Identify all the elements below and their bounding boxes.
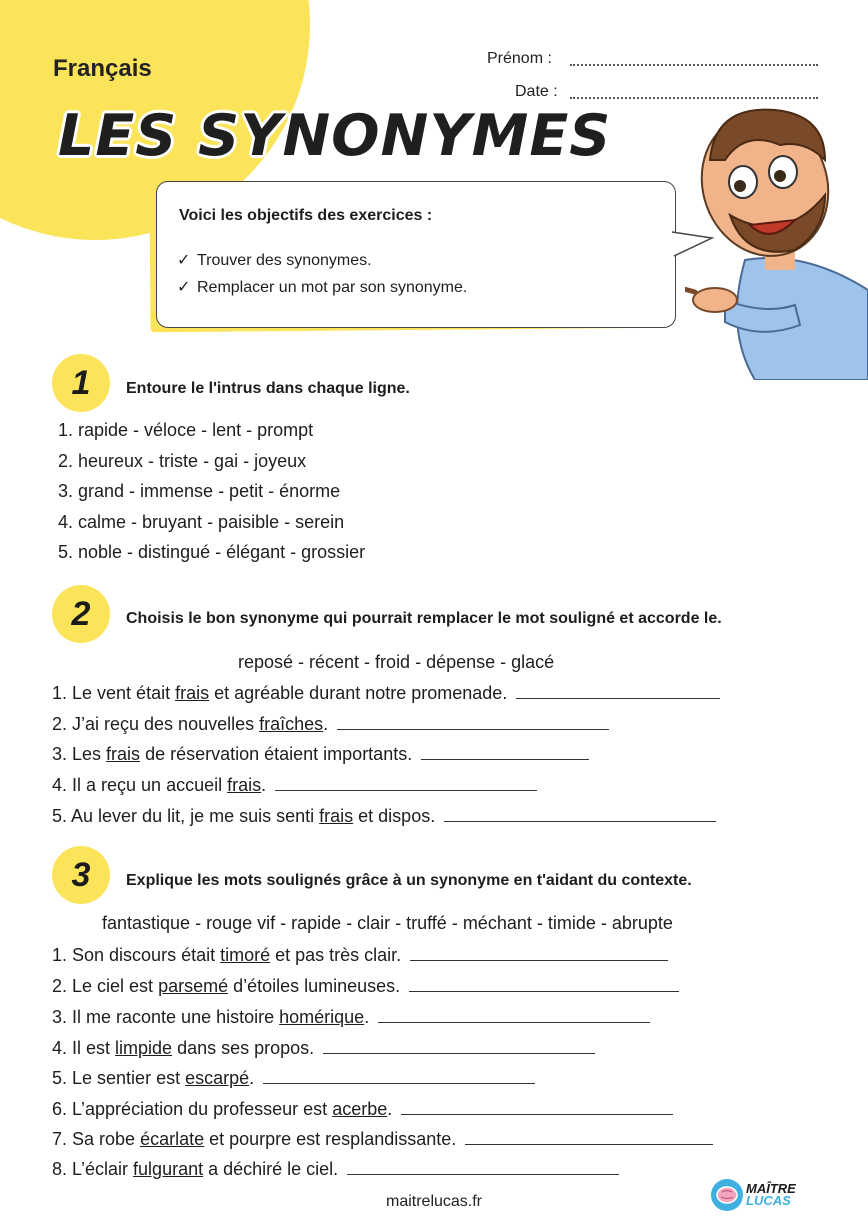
exercise-1-line[interactable]: 2. heureux - triste - gai - joyeux	[58, 451, 307, 471]
answer-blank[interactable]	[347, 1158, 619, 1175]
objective-item: ✓ Remplacer un mot par son synonyme.	[177, 279, 468, 296]
brain-logo-icon	[710, 1178, 744, 1212]
objectives-box	[156, 181, 676, 328]
answer-blank[interactable]	[401, 1098, 673, 1115]
exercise-2-word-bank: reposé - récent - froid - dépense - glacé	[238, 652, 555, 672]
exercise-3-line: 3. Il me raconte une histoire homérique.	[52, 1006, 650, 1028]
exercise-3-line: 4. Il est limpide dans ses propos.	[52, 1037, 595, 1059]
exercise-1-line[interactable]: 3. grand - immense - petit - énorme	[58, 481, 341, 501]
exercise-2-line: 3. Les frais de réservation étaient importants.	[52, 743, 589, 765]
teacher-illustration-icon	[685, 100, 868, 380]
subject-label: Français	[53, 55, 152, 82]
exercise-1-line[interactable]: 5. noble - distingué - élégant - grossier	[58, 542, 366, 562]
exercise-2-line: 2. J’ai reçu des nouvelles fraîches.	[52, 713, 609, 735]
answer-blank[interactable]	[516, 682, 720, 699]
exercise-3-line: 1. Son discours était timoré et pas très clair.	[52, 944, 668, 966]
checkmark-icon: ✓	[177, 279, 191, 296]
exercise-3-line: 8. L’éclair fulgurant a déchiré le ciel.	[52, 1158, 619, 1180]
date-label: Date :	[515, 83, 558, 100]
exercise-1-instruction: Entoure le l'intrus dans chaque ligne.	[126, 380, 410, 397]
exercise-2-line: 4. Il a reçu un accueil frais.	[52, 774, 537, 796]
exercise-2-line: 1. Le vent était frais et agréable durant notre promenade.	[52, 682, 720, 704]
answer-blank[interactable]	[378, 1006, 650, 1023]
exercise-3-word-bank: fantastique - rouge vif - rapide - clair - truffé - méchant - timide - abrupte	[102, 913, 673, 933]
exercise-3-line: 5. Le sentier est escarpé.	[52, 1067, 535, 1089]
answer-blank[interactable]	[275, 774, 537, 791]
website-footer: maitrelucas.fr	[385, 1193, 483, 1210]
exercise-1-line[interactable]: 4. calme - bruyant - paisible - serein	[58, 512, 345, 532]
exercise-3-line: 7. Sa robe écarlate et pourpre est resplandissante.	[52, 1128, 713, 1150]
answer-blank[interactable]	[263, 1067, 535, 1084]
answer-blank[interactable]	[421, 743, 589, 760]
page-title: LES SYNONYMES	[58, 103, 612, 169]
exercise-1-line[interactable]: 1. rapide - véloce - lent - prompt	[58, 420, 314, 440]
objective-item: ✓ Trouver des synonymes.	[177, 252, 372, 269]
exercise-2-line: 5. Au lever du lit, je me suis senti frais et dispos.	[52, 805, 716, 827]
prenom-label: Prénom :	[487, 50, 552, 67]
answer-blank[interactable]	[410, 944, 668, 961]
exercise-2-number: 2	[52, 585, 110, 643]
answer-blank[interactable]	[323, 1037, 595, 1054]
brand-logo-text: MAÎTRE LUCAS	[746, 1181, 796, 1208]
answer-blank[interactable]	[337, 713, 609, 730]
exercise-3-instruction: Explique les mots soulignés grâce à un synonyme en t'aidant du contexte.	[126, 872, 692, 889]
exercise-3-line: 2. Le ciel est parsemé d’étoiles lumineuses.	[52, 975, 679, 997]
exercise-1-number: 1	[52, 354, 110, 412]
objectives-title: Voici les objectifs des exercices :	[179, 207, 433, 224]
answer-blank[interactable]	[409, 975, 679, 992]
answer-blank[interactable]	[465, 1128, 713, 1145]
exercise-3-number: 3	[52, 846, 110, 904]
exercise-2-instruction: Choisis le bon synonyme qui pourrait remplacer le mot souligné et accorde le.	[126, 610, 722, 627]
answer-blank[interactable]	[444, 805, 716, 822]
checkmark-icon: ✓	[177, 252, 191, 269]
exercise-3-line: 6. L’appréciation du professeur est acerbe.	[52, 1098, 673, 1120]
